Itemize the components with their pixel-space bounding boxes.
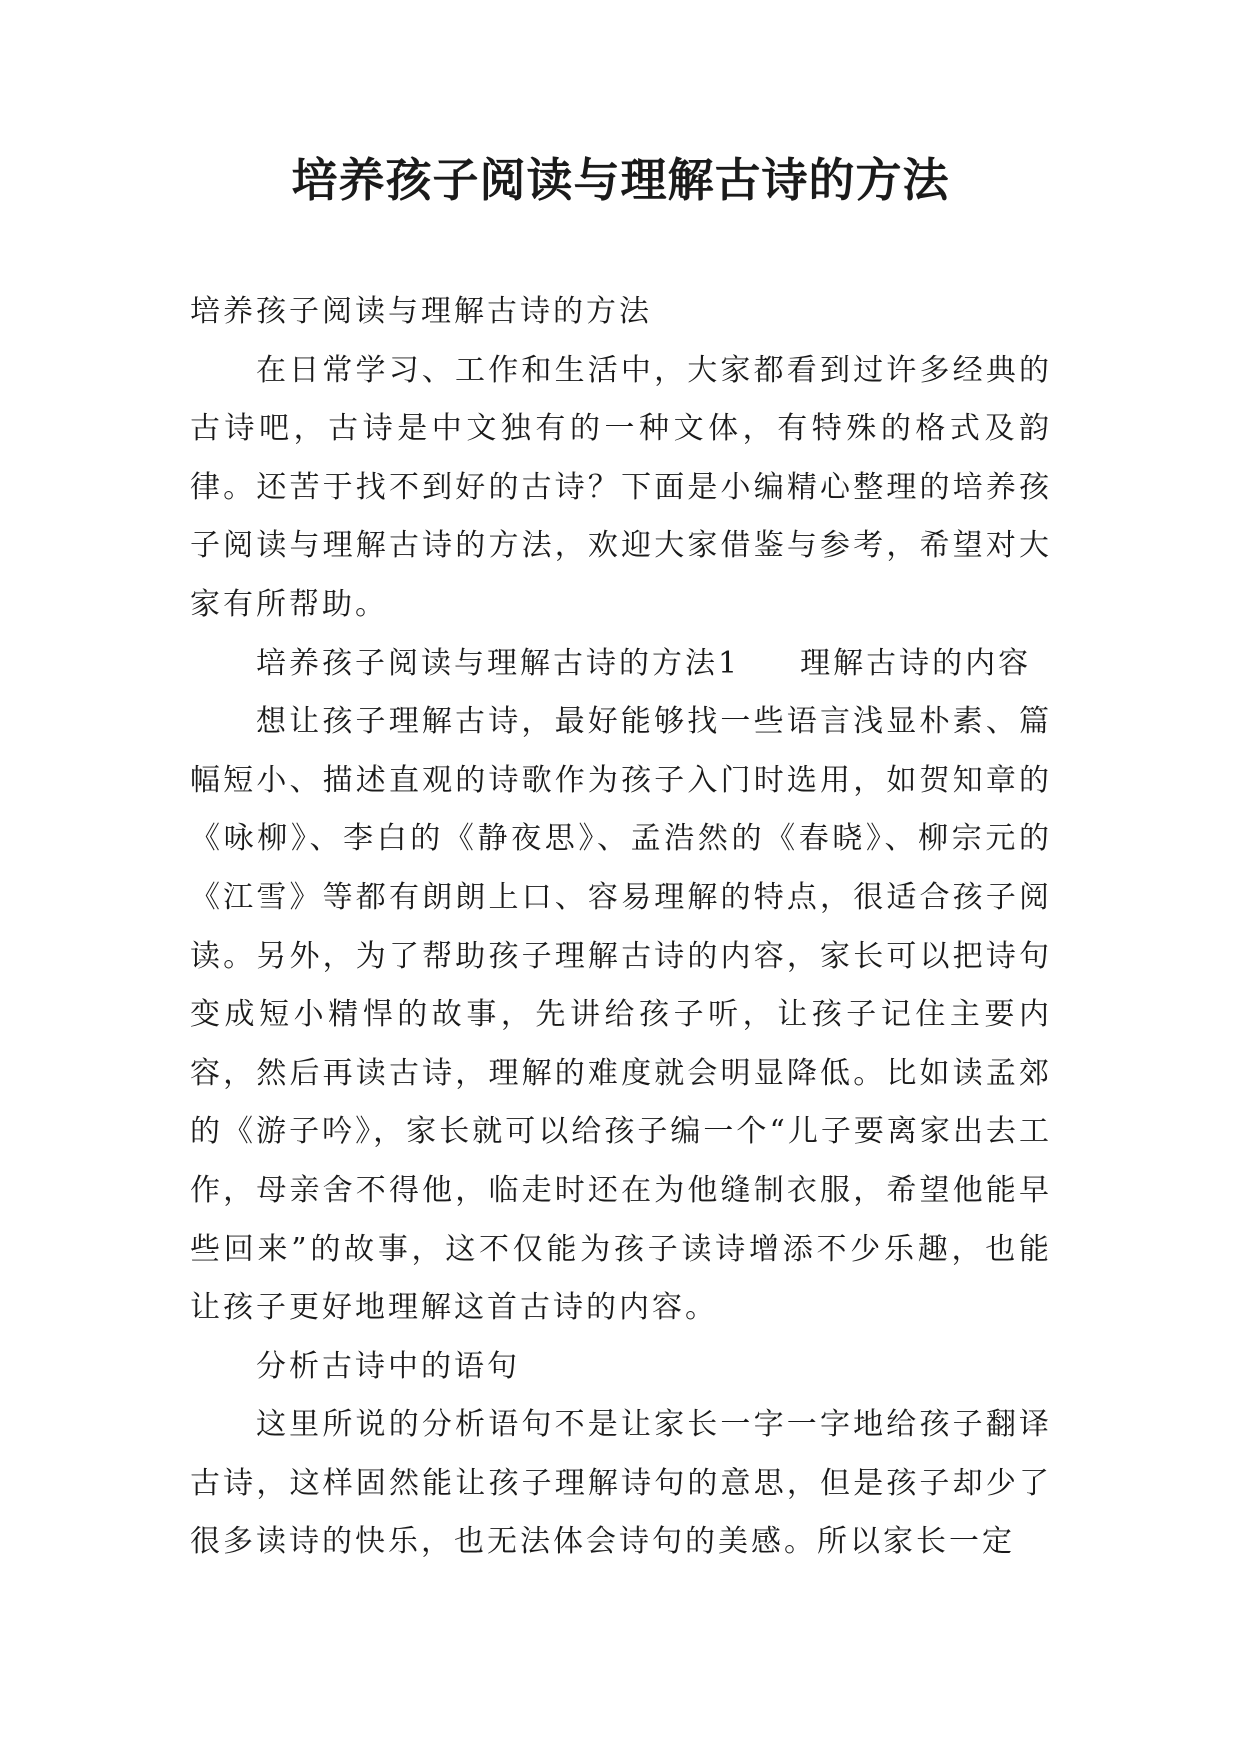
section2-heading: 分析古诗中的语句 [256,1348,520,1384]
section2-body-paragraph: 这里所说的分析语句不是让家长一字一字地给孩子翻译古诗，这样固然能让孩子理解诗句的意思，但是孩子却少了很多读诗的快乐，也无法体会诗句的美感。所以家长一定 [190,1407,1052,1560]
section1-subheading: 理解古诗的内容 [800,645,1032,681]
section1-heading-line [190,635,1052,694]
repeat-title: 培养孩子阅读与理解古诗的方法 [190,294,652,329]
document-title: 培养孩子阅读与理解古诗的方法 [291,153,950,207]
document-body [190,283,1052,1572]
section1-body-paragraph: 想让孩子理解古诗，最好能够找一些语言浅显朴素、篇幅短小、描述直观的诗歌作为孩子入门时选用，如贺知章的《咏柳》、李白的《静夜思》、孟浩然的《春晓》、柳宗元的《江雪》等都有朗朗上口、容易理解的特点，很适合孩子阅读。另外，为了帮助孩子理解古诗的内容，家长可以把诗句变成短小精悍的故事，先讲给孩子听，让孩子记住主要内容，然后再读古诗，理解的难度就会明显降低。比如读孟郊的《游子吟》，家长就可以给孩子编一个“儿子要离家出去工作，母亲舍不得他，临走时还在为他缝制衣服，希望他能早些回来”的故事，这不仅能为孩子读诗增添不少乐趣，也能让孩子更好地理解这首古诗的内容。 [190,704,1052,1326]
section1-heading: 培养孩子阅读与理解古诗的方法1 [256,645,741,681]
intro-paragraph: 在日常学习、工作和生活中，大家都看到过许多经典的古诗吧，古诗是中文独有的一种文体，有特殊的格式及韵律。还苦于找不到好的古诗？下面是小编精心整理的培养孩子阅读与理解古诗的方法，欢迎大家借鉴与参考，希望对大家有所帮助。 [190,352,1052,622]
